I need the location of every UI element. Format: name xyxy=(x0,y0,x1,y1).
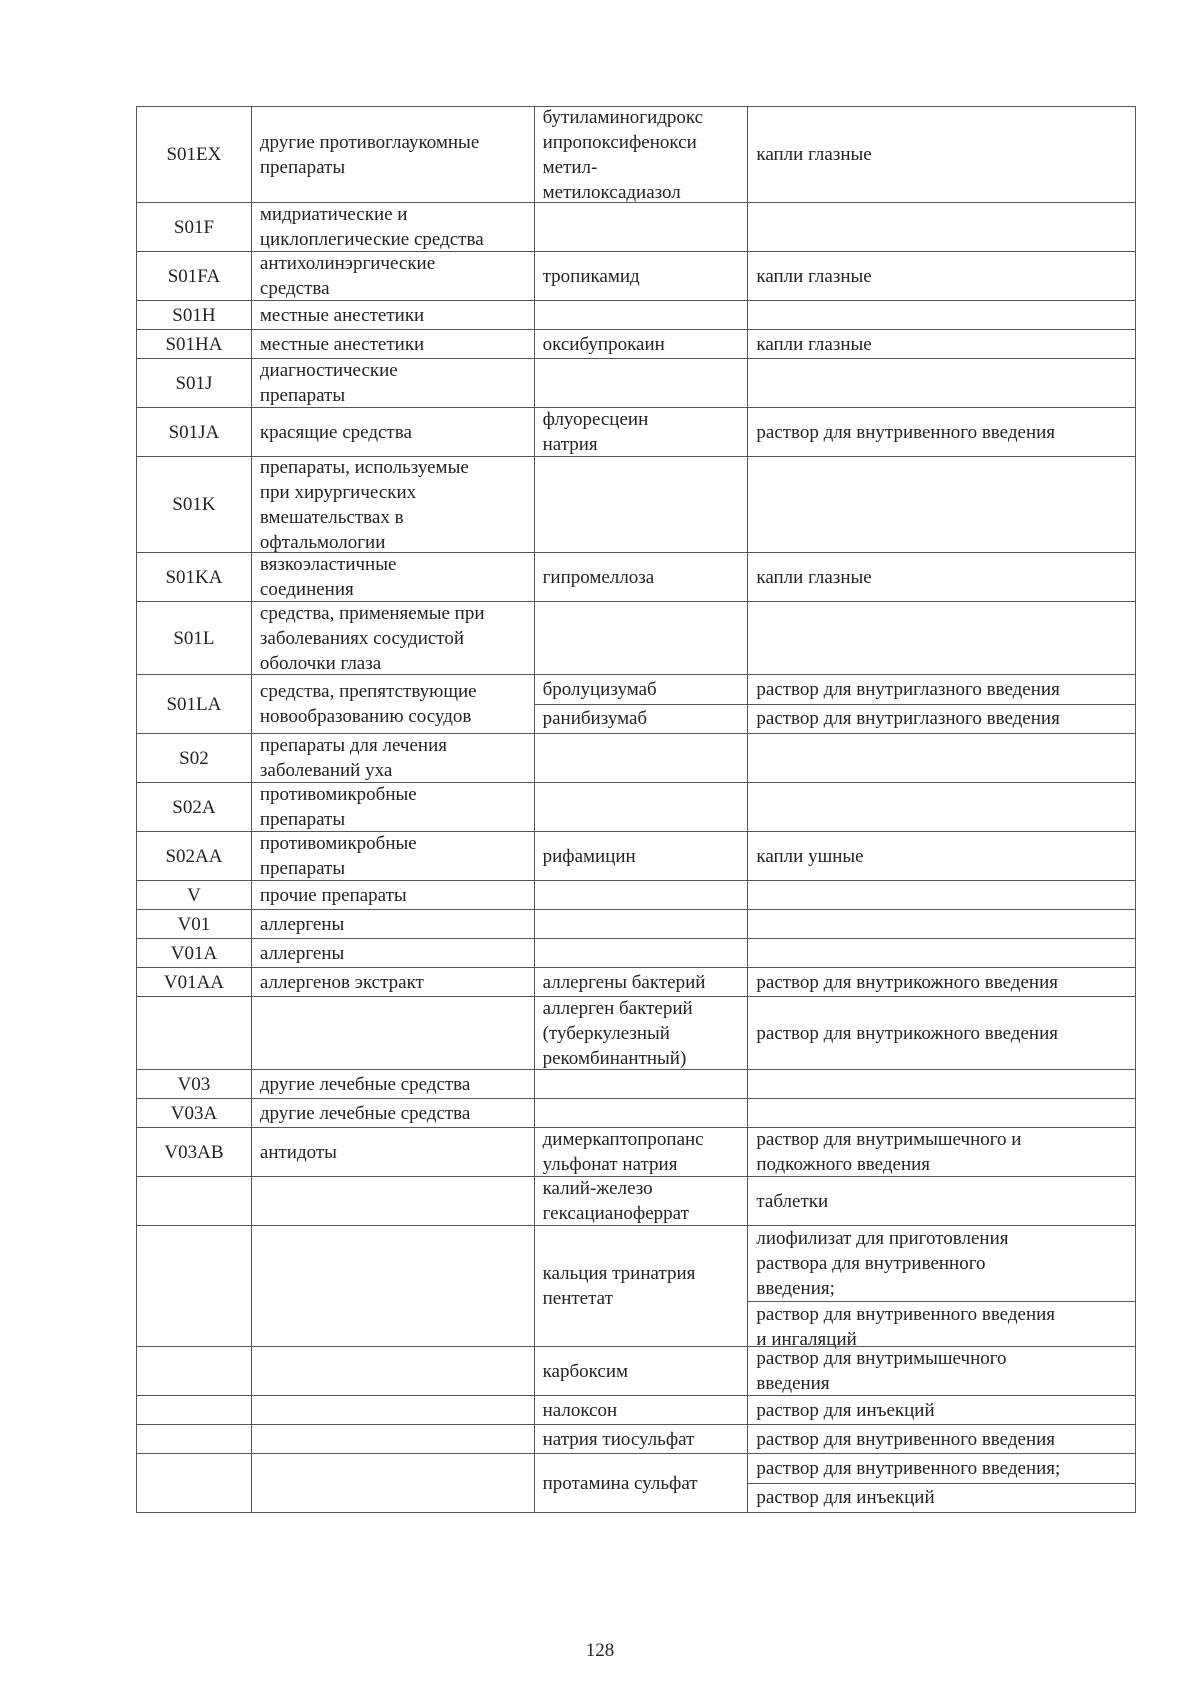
group-name-cell: препараты, используемые при хирургических вмешательствах в офтальмологии xyxy=(252,457,535,552)
table-row xyxy=(136,1225,1136,1350)
atc-code-cell: V xyxy=(137,881,252,909)
dosage-form-cell: капли глазные xyxy=(748,330,1136,358)
dosage-form-cell-entry: раствор для внутривенного введения; xyxy=(756,1457,1061,1479)
dosage-form-cell: раствор для внутрикожного введения xyxy=(748,997,1136,1069)
drug-name-cell: гипромеллоза xyxy=(535,553,749,601)
drug-name-cell xyxy=(535,939,749,967)
group-name-cell: местные анестетики xyxy=(252,330,535,358)
dosage-form-cell xyxy=(748,675,1136,733)
group-name-cell: прочие препараты xyxy=(252,881,535,909)
group-name-cell: антихолинэргические средства xyxy=(252,252,535,300)
drug-name-cell xyxy=(535,675,749,733)
group-name-cell: красящие средства xyxy=(252,408,535,456)
table-row xyxy=(136,202,1136,251)
dosage-form-cell: капли ушные xyxy=(748,832,1136,880)
dosage-form-cell xyxy=(748,910,1136,938)
group-name-cell: вязкоэластичные соединения xyxy=(252,553,535,601)
group-name-cell: препараты для лечения заболеваний уха xyxy=(252,734,535,782)
group-name-cell: средства, препятствующие новообразованию сосудов xyxy=(252,675,535,733)
dosage-form-cell-entry: раствор для внутриглазного введения xyxy=(756,678,1060,700)
dosage-form-cell xyxy=(748,1070,1136,1098)
dosage-form-cell: раствор для внутримышечного введения xyxy=(748,1347,1136,1395)
atc-code-cell: S02A xyxy=(137,783,252,831)
page-number: 128 xyxy=(585,1640,615,1661)
atc-code-cell xyxy=(137,1226,252,1346)
dosage-form-cell xyxy=(748,1226,1136,1350)
atc-code-cell: S01JA xyxy=(137,408,252,456)
drug-name-cell xyxy=(535,1070,749,1098)
table-row xyxy=(136,358,1136,407)
table-row xyxy=(136,1069,1136,1098)
dosage-form-cell xyxy=(748,1099,1136,1127)
drug-name-cell: оксибупрокаин xyxy=(535,330,749,358)
drug-name-cell: налоксон xyxy=(535,1396,749,1424)
dosage-form-cell: раствор для внутривенного введения xyxy=(748,1425,1136,1453)
atc-code-cell xyxy=(137,1347,252,1395)
group-name-cell xyxy=(252,1396,535,1424)
dosage-form-cell xyxy=(748,939,1136,967)
table-row xyxy=(136,1395,1136,1424)
atc-code-cell: V01A xyxy=(137,939,252,967)
table-row xyxy=(136,967,1136,996)
drug-name-cell: натрия тиосульфат xyxy=(535,1425,749,1453)
group-name-cell xyxy=(252,1226,535,1346)
atc-code-cell: V03 xyxy=(137,1070,252,1098)
drug-name-cell xyxy=(535,1099,749,1127)
group-name-cell: аллергены xyxy=(252,939,535,967)
drug-name-cell xyxy=(535,457,749,552)
atc-code-cell: V03AB xyxy=(137,1128,252,1176)
dosage-form-cell xyxy=(748,301,1136,329)
drug-name-cell: калий-железо гексацианоферрат xyxy=(535,1177,749,1225)
table-row xyxy=(136,1453,1136,1513)
atc-code-cell xyxy=(137,1454,252,1512)
drug-name-cell: аллергены бактерий xyxy=(535,968,749,996)
table-row xyxy=(136,1098,1136,1127)
group-name-cell xyxy=(252,1347,535,1395)
dosage-form-cell: капли глазные xyxy=(748,252,1136,300)
dosage-form-cell xyxy=(748,602,1136,674)
atc-code-cell: S02AA xyxy=(137,832,252,880)
table-row xyxy=(136,407,1136,456)
dosage-form-cell xyxy=(748,457,1136,552)
atc-code-cell: S01F xyxy=(137,203,252,251)
dosage-form-cell: раствор для внутрикожного введения xyxy=(748,968,1136,996)
drug-name-cell: рифамицин xyxy=(535,832,749,880)
table-row xyxy=(136,909,1136,938)
atc-code-cell xyxy=(137,1396,252,1424)
group-name-cell: антидоты xyxy=(252,1128,535,1176)
drug-name-cell: димеркаптопропанс ульфонат натрия xyxy=(535,1128,749,1176)
drug-name-cell xyxy=(535,734,749,782)
group-name-cell: средства, применяемые при заболеваниях сосудистой оболочки глаза xyxy=(252,602,535,674)
dosage-form-cell: капли глазные xyxy=(748,107,1136,202)
drug-name-cell: аллерген бактерий (туберкулезный рекомбинантный) xyxy=(535,997,749,1069)
drug-name-cell-entry: бролуцизумаб xyxy=(542,678,657,700)
table-row xyxy=(136,601,1136,674)
atc-code-cell: S02 xyxy=(137,734,252,782)
atc-code-cell: V01AA xyxy=(137,968,252,996)
atc-code-cell xyxy=(137,1425,252,1453)
drug-name-cell xyxy=(535,203,749,251)
group-name-cell xyxy=(252,997,535,1069)
dosage-form-cell-entry: раствор для инъекций xyxy=(748,1483,1135,1513)
dosage-form-cell-entry: лиофилизат для приготовления раствора для внутривенного введения; xyxy=(756,1228,1009,1299)
dosage-form-cell: раствор для инъекций xyxy=(748,1396,1136,1424)
dosage-form-cell: таблетки xyxy=(748,1177,1136,1225)
group-name-cell: мидриатические и циклоплегические средства xyxy=(252,203,535,251)
group-name-cell: другие противоглаукомные препараты xyxy=(252,107,535,202)
dosage-form-cell xyxy=(748,1454,1136,1512)
drug-name-cell: бутиламиногидрокс ипропоксифенокси метил- метилоксадиазол xyxy=(535,107,749,202)
group-name-cell: диагностические препараты xyxy=(252,359,535,407)
group-name-cell: другие лечебные средства xyxy=(252,1070,535,1098)
atc-code-cell: S01H xyxy=(137,301,252,329)
table-row xyxy=(136,106,1136,202)
drug-name-cell: тропикамид xyxy=(535,252,749,300)
dosage-form-cell-entry: раствор для внутривенного введения и ингаляций xyxy=(748,1301,1135,1352)
table-row xyxy=(136,1346,1136,1395)
group-name-cell xyxy=(252,1177,535,1225)
dosage-form-cell xyxy=(748,783,1136,831)
drug-name-cell: флуоресцеин натрия xyxy=(535,408,749,456)
atc-code-cell: S01L xyxy=(137,602,252,674)
atc-code-cell: V03A xyxy=(137,1099,252,1127)
atc-code-cell: S01EX xyxy=(137,107,252,202)
group-name-cell: местные анестетики xyxy=(252,301,535,329)
group-name-cell: аллергенов экстракт xyxy=(252,968,535,996)
group-name-cell: другие лечебные средства xyxy=(252,1099,535,1127)
drug-table xyxy=(136,106,1136,1513)
table-row xyxy=(136,552,1136,601)
dosage-form-cell: раствор для внутривенного введения xyxy=(748,408,1136,456)
table-row xyxy=(136,674,1136,733)
group-name-cell: противомикробные препараты xyxy=(252,783,535,831)
drug-name-cell xyxy=(535,783,749,831)
drug-name-cell xyxy=(535,359,749,407)
group-name-cell: противомикробные препараты xyxy=(252,832,535,880)
table-row xyxy=(136,831,1136,880)
dosage-form-cell: раствор для внутримышечного и подкожного введения xyxy=(748,1128,1136,1176)
table-row xyxy=(136,1176,1136,1225)
dosage-form-cell xyxy=(748,359,1136,407)
table-row xyxy=(136,733,1136,782)
drug-name-cell: карбоксим xyxy=(535,1347,749,1395)
dosage-form-cell-entry: раствор для внутриглазного введения xyxy=(748,704,1135,734)
group-name-cell: аллергены xyxy=(252,910,535,938)
table-row xyxy=(136,456,1136,552)
drug-name-cell-entry: ранибизумаб xyxy=(535,704,748,734)
atc-code-cell xyxy=(137,1177,252,1225)
atc-code-cell: S01HA xyxy=(137,330,252,358)
atc-code-cell: S01K xyxy=(137,457,252,552)
drug-name-cell xyxy=(535,910,749,938)
dosage-form-cell xyxy=(748,203,1136,251)
table-row xyxy=(136,782,1136,831)
atc-code-cell: S01LA xyxy=(137,675,252,733)
dosage-form-cell xyxy=(748,881,1136,909)
table-row xyxy=(136,938,1136,967)
drug-name-cell xyxy=(535,301,749,329)
table-row xyxy=(136,880,1136,909)
atc-code-cell xyxy=(137,997,252,1069)
table-row xyxy=(136,300,1136,329)
drug-name-cell: кальция тринатрия пентетат xyxy=(535,1226,749,1346)
table-row xyxy=(136,1127,1136,1176)
drug-name-cell xyxy=(535,602,749,674)
dosage-form-cell xyxy=(748,734,1136,782)
group-name-cell xyxy=(252,1425,535,1453)
atc-code-cell: V01 xyxy=(137,910,252,938)
table-row xyxy=(136,996,1136,1069)
group-name-cell xyxy=(252,1454,535,1512)
dosage-form-cell: капли глазные xyxy=(748,553,1136,601)
table-row xyxy=(136,251,1136,300)
table-row xyxy=(136,1424,1136,1453)
atc-code-cell: S01KA xyxy=(137,553,252,601)
atc-code-cell: S01J xyxy=(137,359,252,407)
table-row xyxy=(136,329,1136,358)
atc-code-cell: S01FA xyxy=(137,252,252,300)
drug-name-cell: протамина сульфат xyxy=(535,1454,749,1512)
drug-name-cell xyxy=(535,881,749,909)
